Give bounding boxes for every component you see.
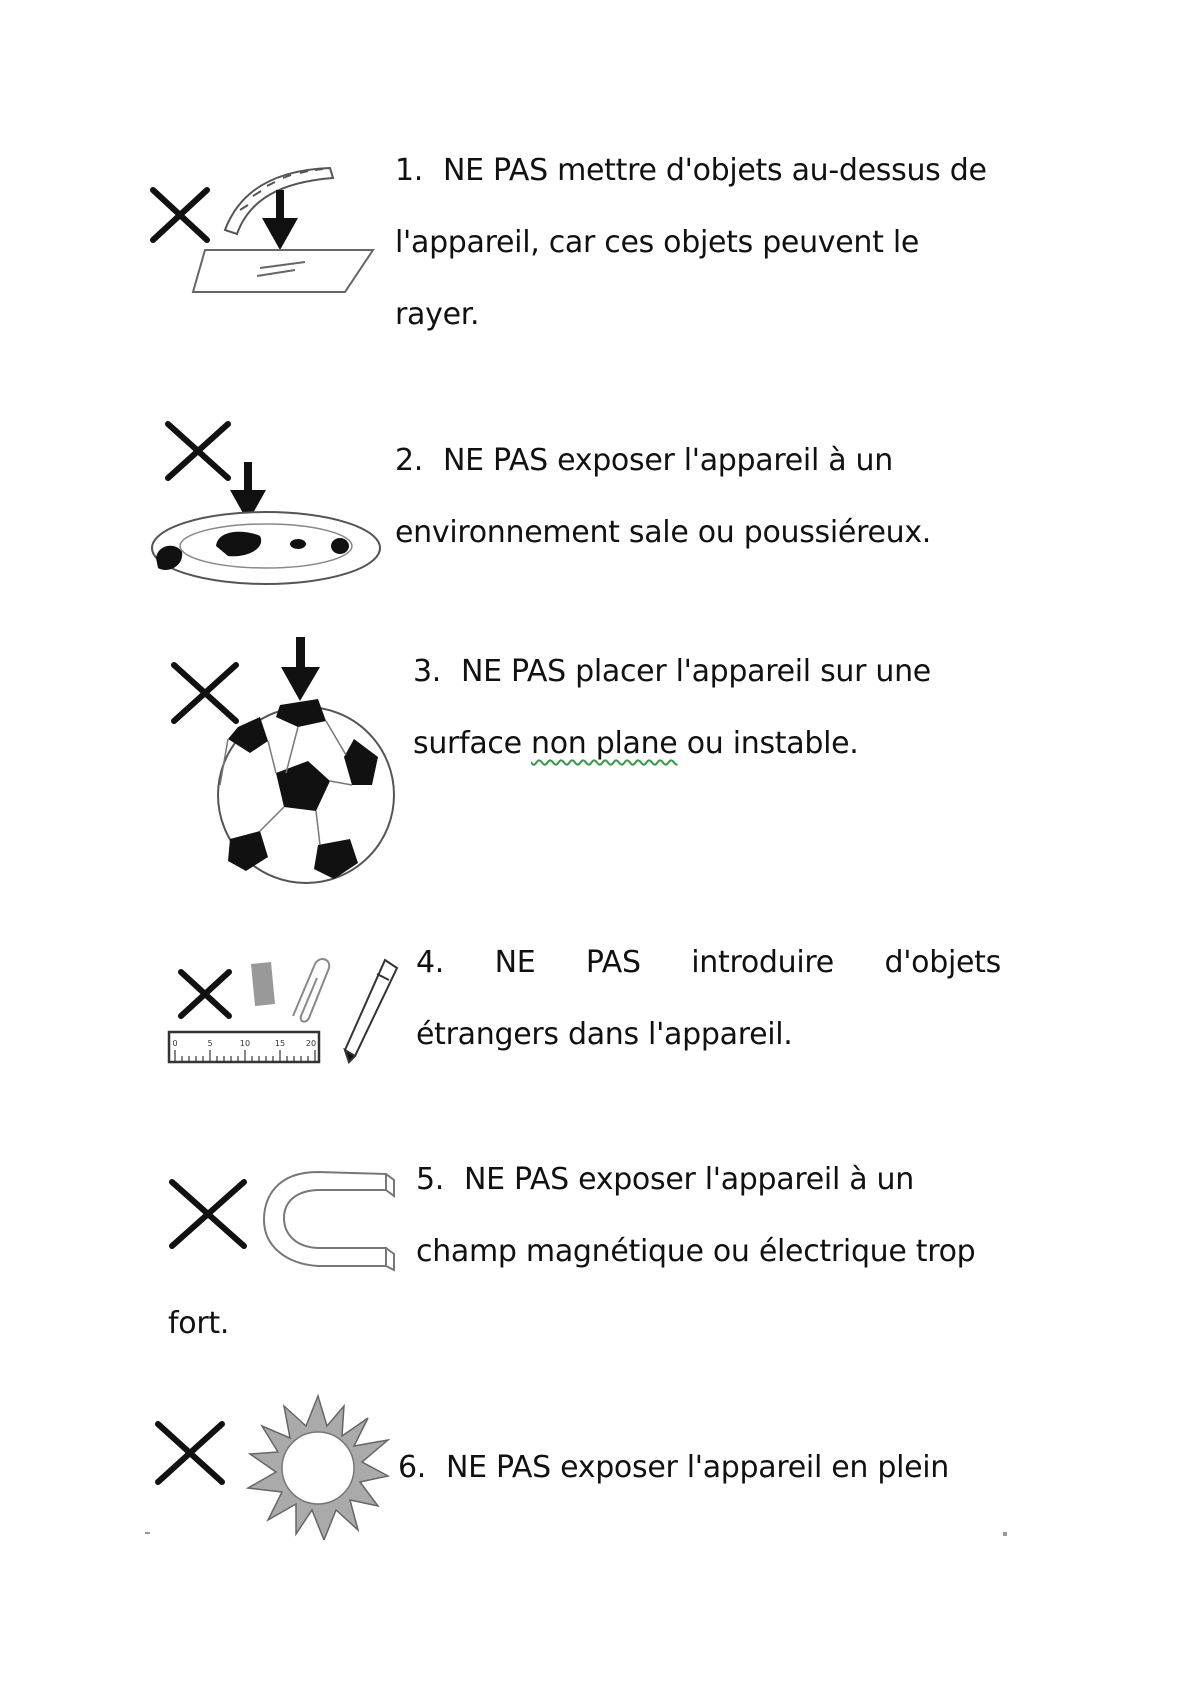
no-foreign-objects-icon xyxy=(165,950,405,1070)
instruction-5: 5. NE PAS exposer l'appareil à un champ magnétique ou électrique trop xyxy=(416,1144,975,1288)
ruler-label: 15 xyxy=(274,1039,286,1048)
no-uneven-surface-icon xyxy=(168,635,408,885)
dust-plate-icon xyxy=(152,512,380,584)
instruction-number: 2. xyxy=(395,443,424,478)
magnet-icon xyxy=(264,1172,394,1270)
no-dust-icon xyxy=(148,418,388,588)
instruction-1: 1. NE PAS mettre d'objets au-dessus de l'appareil, car ces objets peuvent le rayer. xyxy=(395,135,987,351)
instruction-3: 3. NE PAS placer l'appareil sur une surface non plane ou instable. xyxy=(413,636,931,780)
instruction-4: 4. NE PAS introduire d'objets étrangers dans l'appareil. xyxy=(416,927,1001,1071)
cross-icon xyxy=(153,190,207,240)
flat-surface-icon xyxy=(193,250,373,292)
ruler-label: 20 xyxy=(305,1039,317,1048)
ruler-label: 0 xyxy=(172,1039,178,1048)
no-objects-on-top-icon xyxy=(145,150,385,295)
instruction-5-continuation: fort. xyxy=(168,1306,230,1341)
instruction-number: 5. xyxy=(416,1162,445,1197)
paperclip-icon xyxy=(293,959,329,1022)
instruction-2: 2. NE PAS exposer l'appareil à un environnement sale ou poussiéreux. xyxy=(395,425,931,569)
instruction-number: 1. xyxy=(395,153,424,188)
arrow-down-icon xyxy=(281,637,320,701)
spellcheck-squiggle: non plane xyxy=(531,726,678,761)
eraser-icon xyxy=(251,962,275,1006)
cross-icon xyxy=(174,665,236,721)
cross-icon xyxy=(181,972,229,1016)
ruler-icon xyxy=(169,1032,319,1062)
cross-icon xyxy=(168,424,228,478)
instruction-6: 6. NE PAS exposer l'appareil en plein xyxy=(398,1432,949,1504)
instruction-number: 6. xyxy=(398,1450,427,1485)
ruler-label: 5 xyxy=(207,1039,213,1048)
instruction-number: 4. xyxy=(416,945,445,980)
pencil-icon xyxy=(345,960,397,1062)
no-direct-sunlight-icon xyxy=(150,1390,390,1540)
ruler-label: 10 xyxy=(239,1039,251,1048)
sun-icon xyxy=(248,1396,388,1540)
crop-mark-left xyxy=(145,1532,150,1534)
soccer-ball-icon xyxy=(218,699,394,883)
instruction-number: 3. xyxy=(413,654,442,689)
cross-icon xyxy=(158,1424,222,1482)
crop-mark-right xyxy=(1003,1532,1007,1536)
cross-icon xyxy=(172,1182,244,1246)
arrow-down-icon xyxy=(262,190,298,250)
no-magnetic-field-icon xyxy=(168,1158,398,1278)
